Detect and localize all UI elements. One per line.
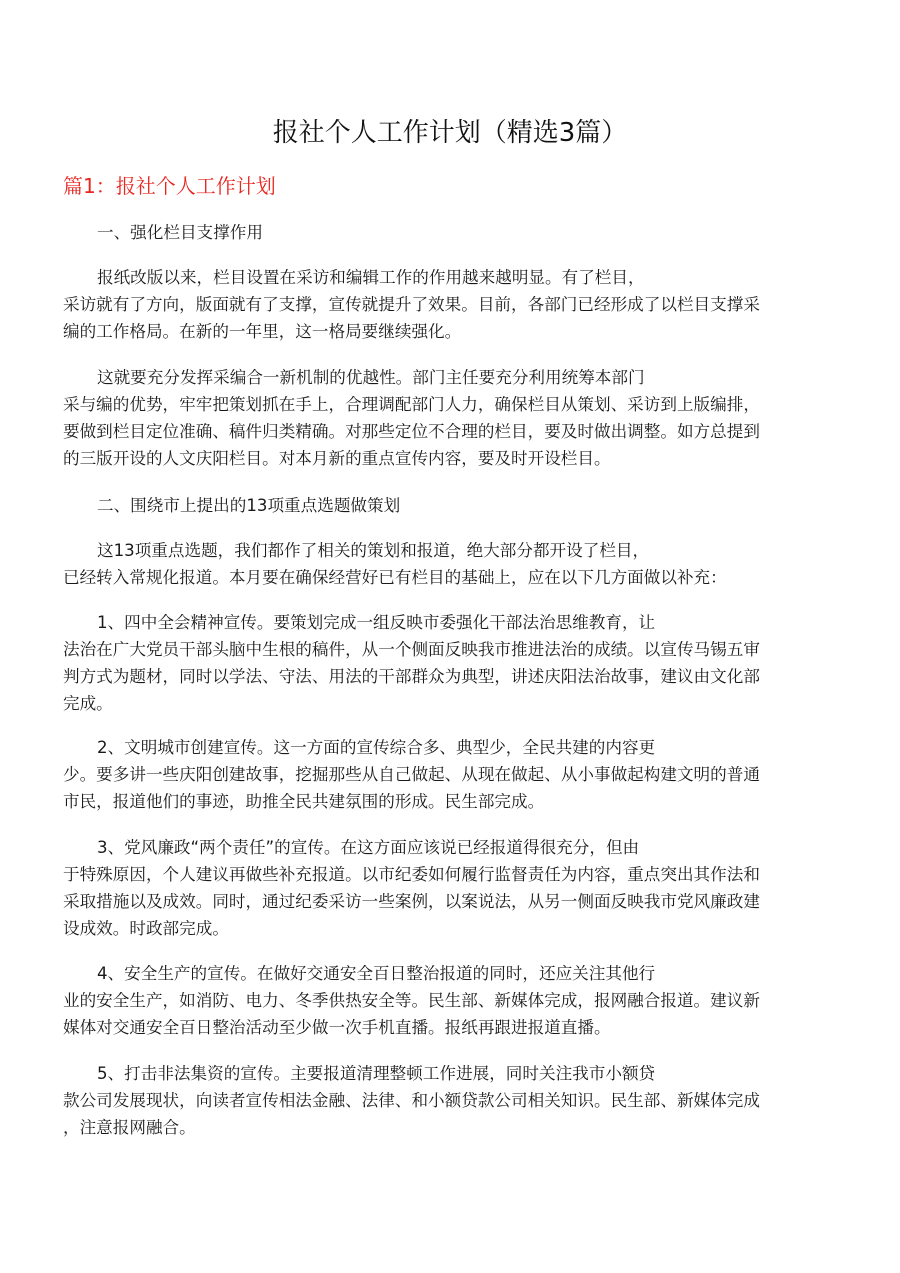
- text-line: 采访就有了方向，版面就有了支撑，宣传就提升了效果。目前，各部门已经形成了以栏目支撑采: [63, 295, 760, 314]
- text-line: 4、安全生产的宣传。在做好交通安全百日整治报道的同时，还应关注其他行: [97, 964, 656, 983]
- text-line: 完成。: [63, 694, 113, 713]
- document-title: 报社个人工作计划（精选3篇）: [272, 118, 628, 148]
- paragraph: [63, 960, 843, 1041]
- text-line: 2、文明城市创建宣传。这一方面的宣传综合多、典型少，全民共建的内容更: [97, 738, 656, 757]
- text-line: 款公司发展现状，向读者宣传相法金融、法律、和小额贷款公司相关知识。民生部、新媒体完成: [63, 1091, 760, 1110]
- paragraph: [63, 537, 843, 591]
- text-line: 这13项重点选题，我们都作了相关的策划和报道，绝大部分都开设了栏目，: [97, 541, 650, 560]
- text-line: 编的工作格局。在新的一年里，这一格局要继续强化。: [63, 322, 462, 341]
- paragraph: [63, 1060, 843, 1141]
- text-line: 这就要充分发挥采编合一新机制的优越性。部门主任要充分利用统筹本部门: [97, 368, 645, 387]
- text-line: 已经转入常规化报道。本月要在确保经营好已有栏目的基础上，应在以下几方面做以补充：: [63, 568, 727, 587]
- text-line: 于特殊原因，个人建议再做些补充报道。以市纪委如何履行监督责任为内容，重点突出其作法和: [63, 865, 760, 884]
- text-line: 3、党风廉政“两个责任”的宣传。在这方面应该说已经报道得很充分，但由: [97, 838, 640, 857]
- text-line: 少。要多讲一些庆阳创建故事，挖掘那些从自己做起、从现在做起、从小事做起构建文明的普通: [63, 765, 760, 784]
- text-line: ，注意报网融合。: [63, 1118, 196, 1137]
- text-line: 要做到栏目定位准确、稿件归类精确。对那些定位不合理的栏目，要及时做出调整。如方总提到: [63, 422, 760, 441]
- paragraph: [63, 264, 843, 345]
- text-line: 设成效。时政部完成。: [63, 919, 229, 938]
- text-line: 市民，报道他们的事迹，助推全民共建氛围的形成。民生部完成。: [63, 792, 545, 811]
- text-line: 业的安全生产，如消防、电力、冬季供热安全等。民生部、新媒体完成，报网融合报道。建议新: [63, 991, 760, 1010]
- text-line: 媒体对交通安全百日整治活动至少做一次手机直播。报纸再跟进报道直播。: [63, 1018, 611, 1037]
- paragraph: [63, 834, 843, 942]
- text-line: 一、强化栏目支撑作用: [97, 223, 263, 242]
- subheading: [63, 219, 843, 246]
- text-line: 采取措施以及成效。同时，通过纪委采访一些案例，以案说法，从另一侧面反映我市党风廉政建: [63, 892, 760, 911]
- text-line: 5、打击非法集资的宣传。主要报道清理整顿工作进展，同时关注我市小额贷: [97, 1064, 656, 1083]
- text-line: 二、围绕市上提出的13项重点选题做策划: [97, 496, 401, 515]
- text-line: 的三版开设的人文庆阳栏目。对本月新的重点宣传内容，要及时开设栏目。: [63, 449, 611, 468]
- text-line: 采与编的优势，牢牢把策划抓在手上，合理调配部门人力，确保栏目从策划、采访到上版编排，: [63, 395, 760, 414]
- text-line: 判方式为题材，同时以学法、守法、用法的干部群众为典型，讲述庆阳法治故事，建议由文化部: [63, 667, 760, 686]
- paragraph: [63, 734, 843, 815]
- paragraph: [63, 609, 843, 717]
- text-line: 法治在广大党员干部头脑中生根的稿件，从一个侧面反映我市推进法治的成绩。以宣传马锡五审: [63, 640, 760, 659]
- subheading: [63, 492, 843, 519]
- text-line: 1、四中全会精神宣传。要策划完成一组反映市委强化干部法治思维教育，让: [97, 613, 656, 632]
- paragraph: [63, 364, 843, 472]
- text-line: 报纸改版以来，栏目设置在采访和编辑工作的作用越来越明显。有了栏目，: [97, 268, 645, 287]
- section-heading: 篇1：报社个人工作计划: [63, 174, 276, 198]
